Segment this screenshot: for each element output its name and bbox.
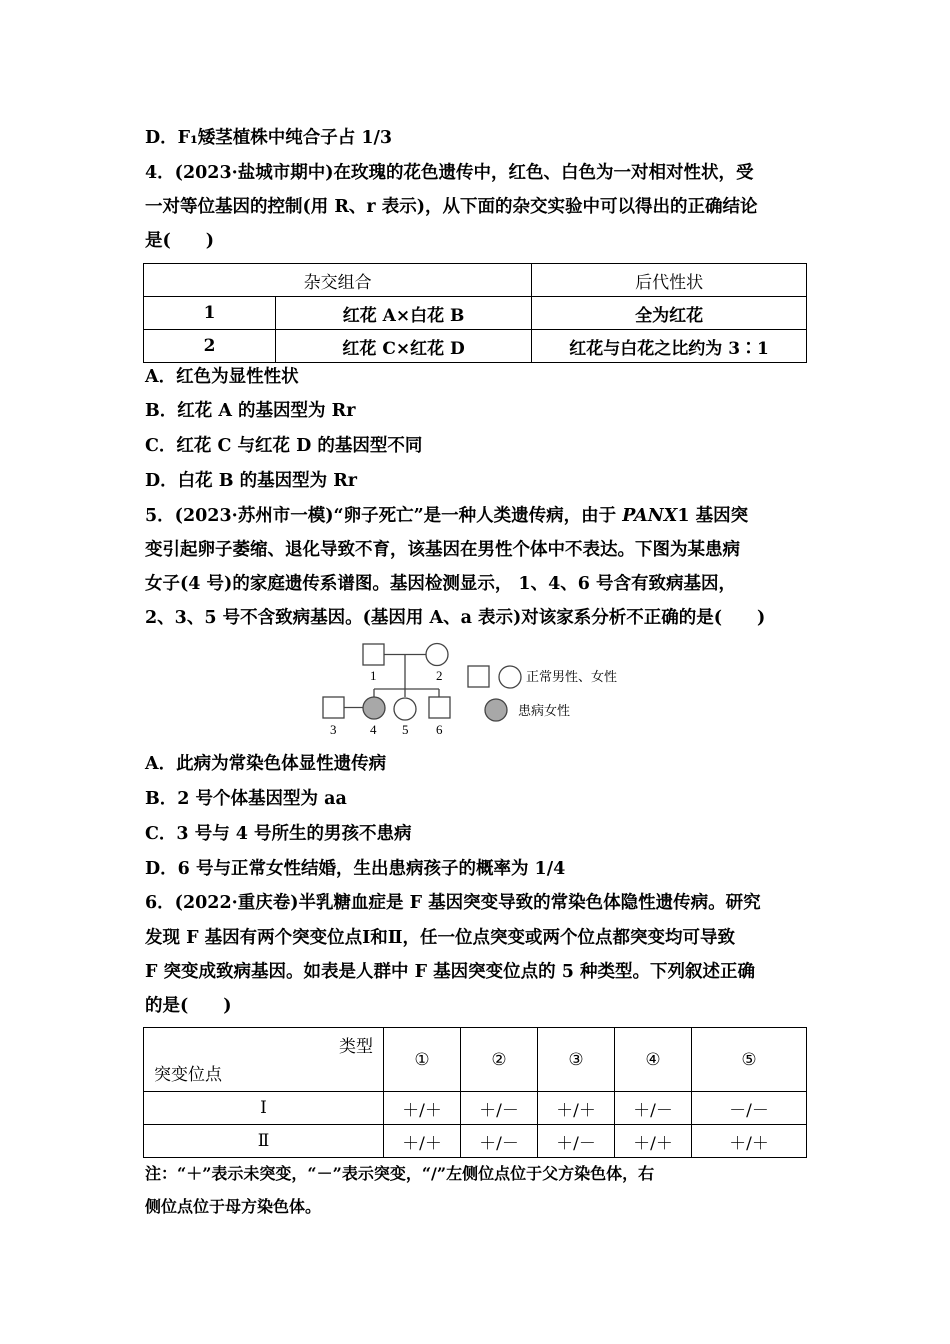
individual-3-male bbox=[323, 697, 344, 718]
q6-row-1-label: Ⅰ bbox=[144, 1092, 384, 1125]
q6-row-site-1 bbox=[144, 1092, 807, 1125]
q6-cell: ＋/＋ bbox=[384, 1125, 461, 1158]
legend-normal-text: 正常男性、女性 bbox=[526, 669, 618, 684]
q6-cell: －/－ bbox=[692, 1092, 807, 1125]
q4-table-row-2-result: 红花与白花之比约为 3∶1 bbox=[532, 330, 807, 363]
q6-col-2: ② bbox=[461, 1028, 538, 1092]
label-4: 4 bbox=[370, 722, 377, 737]
q6-col-5: ⑤ bbox=[692, 1028, 807, 1092]
q5-stem-line-4: 2、3、5 号不含致病基因。(基因用 A、a 表示)对该家系分析不正确的是( ) bbox=[145, 608, 766, 628]
q4-table-row-2-number: 2 bbox=[144, 330, 276, 363]
q6-corner-type: 类型 bbox=[339, 1037, 373, 1057]
q6-cell: ＋/－ bbox=[615, 1092, 692, 1125]
label-2: 2 bbox=[436, 668, 443, 683]
q4-stem-line-2: 一对等位基因的控制(用 R、r 表示)，从下面的杂交实验中可以得出的正确结论 bbox=[145, 197, 758, 217]
q6-mutation-table bbox=[143, 1027, 807, 1158]
q4-table-row-2-cross: 红花 C×红花 D bbox=[276, 330, 532, 363]
label-3: 3 bbox=[330, 722, 337, 737]
q4-table-header-cross: 杂交组合 bbox=[144, 264, 532, 297]
q5-stem-line-1-end: 1 基因突 bbox=[677, 506, 749, 526]
q6-cell: ＋/＋ bbox=[384, 1092, 461, 1125]
individual-4-affected-female bbox=[363, 697, 385, 719]
q6-col-3: ③ bbox=[538, 1028, 615, 1092]
q6-cell: ＋/＋ bbox=[692, 1125, 807, 1158]
q6-stem-line-2: 发现 F 基因有两个突变位点Ⅰ和Ⅱ，任一位点突变或两个位点都突变均可导致 bbox=[145, 928, 736, 948]
individual-6-male bbox=[429, 697, 450, 718]
q6-note-line-2: 侧位点位于母方染色体。 bbox=[145, 1197, 322, 1216]
q4-table-row-1-result: 全为红花 bbox=[532, 297, 807, 330]
q4-table-header-result: 后代性状 bbox=[532, 264, 807, 297]
q4-stem-line-1: 4．(2023·盐城市期中)在玫瑰的花色遗传中，红色、白色为一对相对性状，受 bbox=[145, 163, 754, 183]
q4-table-row-1-number: 1 bbox=[144, 297, 276, 330]
q6-col-4: ④ bbox=[615, 1028, 692, 1092]
q4-option-b: B．红花 A 的基因型为 Rr bbox=[145, 401, 356, 421]
q4-option-a: A．红色为显性性状 bbox=[145, 367, 299, 387]
q4-table-row-1-cross: 红花 A×白花 B bbox=[276, 297, 532, 330]
individual-2-female bbox=[426, 644, 448, 666]
q6-row-2-label: Ⅱ bbox=[144, 1125, 384, 1158]
legend-female-circle bbox=[499, 666, 521, 688]
q6-cell: ＋/－ bbox=[538, 1125, 615, 1158]
q6-row-site-2 bbox=[144, 1125, 807, 1158]
q6-cell: ＋/－ bbox=[461, 1092, 538, 1125]
individual-5-female bbox=[394, 698, 416, 720]
q6-table-corner bbox=[144, 1028, 384, 1092]
q3-option-d: D．F₁矮茎植株中纯合子占 1/3 bbox=[145, 128, 393, 148]
individual-1-male bbox=[363, 644, 384, 665]
q5-stem-line-1 bbox=[145, 504, 748, 528]
legend-affected-circle bbox=[485, 699, 507, 721]
pedigree-chart bbox=[318, 640, 648, 740]
q4-option-c: C．红花 C 与红花 D 的基因型不同 bbox=[145, 436, 423, 456]
q5-option-a: A．此病为常染色体显性遗传病 bbox=[145, 754, 387, 774]
q4-stem-line-3: 是( ) bbox=[145, 231, 215, 251]
legend-male-square bbox=[468, 666, 489, 687]
label-6: 6 bbox=[436, 722, 443, 737]
q5-gene-name: PANX bbox=[622, 506, 678, 526]
q6-cell: ＋/＋ bbox=[538, 1092, 615, 1125]
q6-corner-site: 突变位点 bbox=[154, 1065, 222, 1085]
q5-option-c: C．3 号与 4 号所生的男孩不患病 bbox=[145, 824, 412, 844]
q5-option-d: D．6 号与正常女性结婚，生出患病孩子的概率为 1/4 bbox=[145, 859, 566, 879]
q6-stem-line-1: 6．(2022·重庆卷)半乳糖血症是 F 基因突变导致的常染色体隐性遗传病。研究 bbox=[145, 893, 761, 913]
q6-cell: ＋/＋ bbox=[615, 1125, 692, 1158]
q5-option-b: B．2 号个体基因型为 aa bbox=[145, 789, 347, 809]
q5-stem-line-2: 变引起卵子萎缩、退化导致不育，该基因在男性个体中不表达。下图为某患病 bbox=[145, 540, 740, 560]
q6-cell: ＋/－ bbox=[461, 1125, 538, 1158]
legend-affected-text: 患病女性 bbox=[518, 703, 571, 718]
label-1: 1 bbox=[370, 668, 377, 683]
q4-option-d: D．白花 B 的基因型为 Rr bbox=[145, 471, 358, 491]
q5-stem-line-1-start: 5．(2023·苏州市一模)“卵子死亡”是一种人类遗传病，由于 bbox=[145, 506, 623, 526]
q4-cross-table bbox=[143, 263, 807, 363]
q6-stem-line-3: F 突变成致病基因。如表是人群中 F 基因突变位点的 5 种类型。下列叙述正确 bbox=[145, 962, 755, 982]
q5-stem-line-3: 女子(4 号)的家庭遗传系谱图。基因检测显示， 1、4、6 号含有致病基因， bbox=[145, 574, 737, 594]
q6-note-line-1: 注：“＋”表示未突变，“－”表示突变，“/”左侧位点位于父方染色体，右 bbox=[145, 1164, 655, 1183]
q6-col-1: ① bbox=[384, 1028, 461, 1092]
label-5: 5 bbox=[402, 722, 409, 737]
q6-stem-line-4: 的是( ) bbox=[145, 996, 232, 1016]
